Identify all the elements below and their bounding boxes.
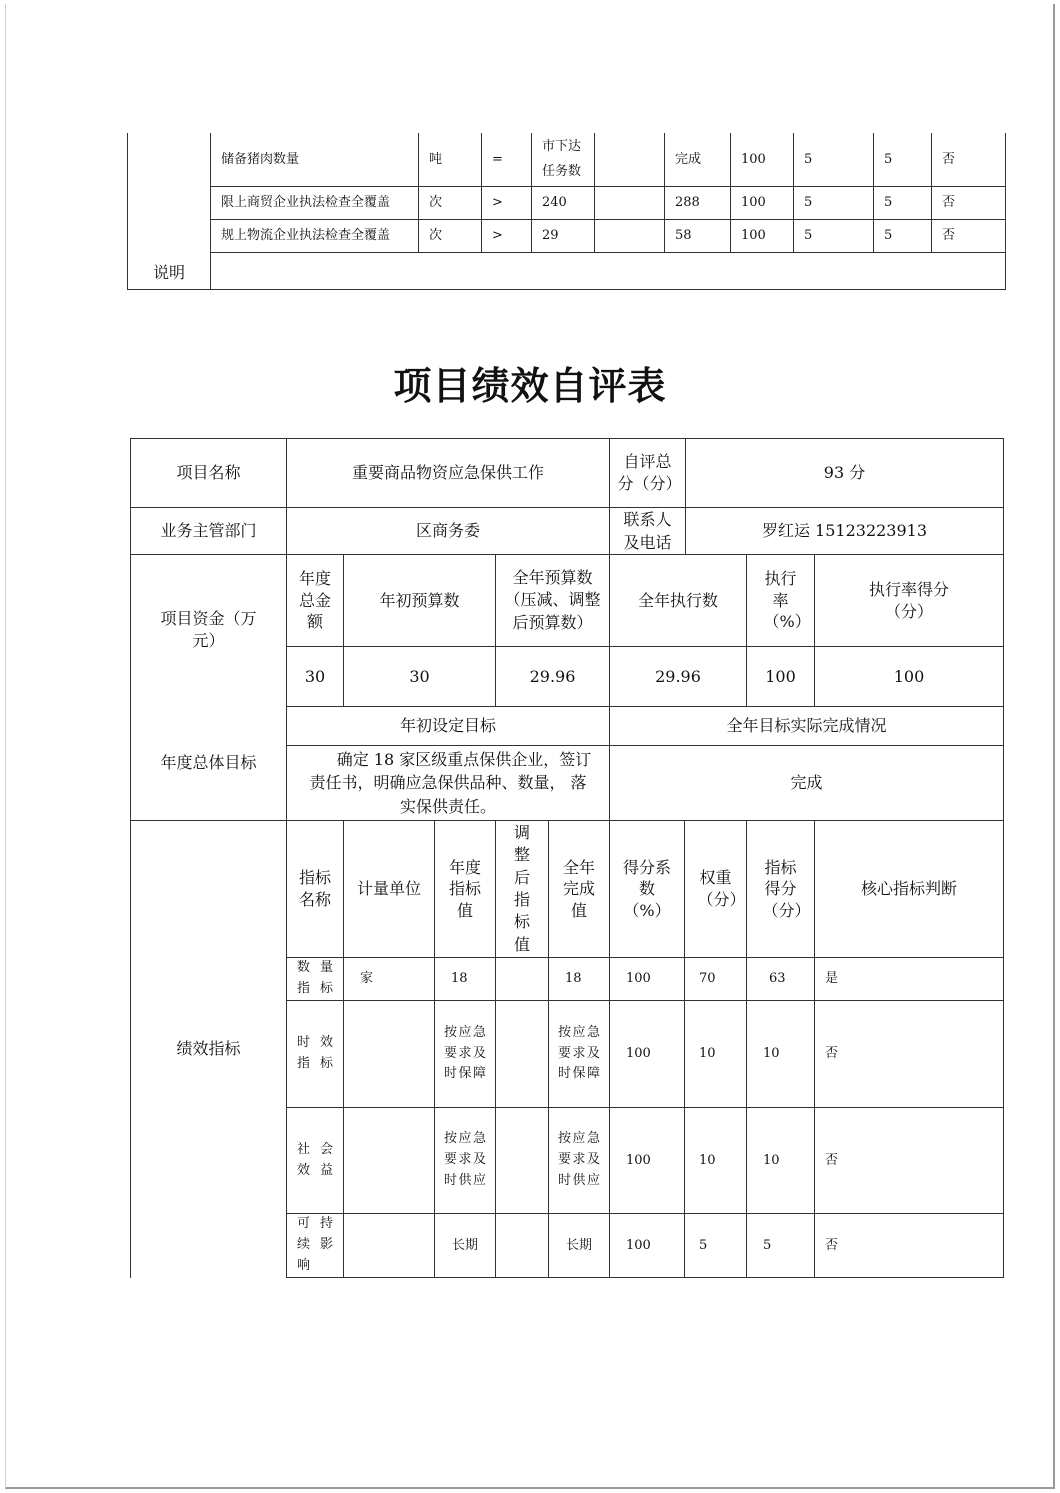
perf-row-1-core: 是 <box>825 971 839 987</box>
perf-header-weight: 权重（分） <box>697 868 746 909</box>
perf-header-coef: 得分系数（%） <box>622 857 671 920</box>
perf-row-2-adjusted <box>496 1001 548 1107</box>
funds-total: 30 <box>304 666 326 686</box>
perf-row-2-score: 10 <box>763 1046 780 1062</box>
top-row-2-weight: 5 <box>804 195 813 211</box>
perf-row-1-adjusted <box>496 958 548 1000</box>
top-row-3-score: 5 <box>884 228 893 244</box>
top-row-1-score: 5 <box>884 151 893 167</box>
top-row-3-target: 29 <box>542 228 559 244</box>
top-row-2-actual: 288 <box>675 195 700 211</box>
funds-header-rate: 执行率（%） <box>763 569 811 632</box>
perf-header-actual: 全年完成值 <box>562 857 595 920</box>
funds-initial: 30 <box>409 666 430 686</box>
perf-row-2-unit <box>344 1001 434 1107</box>
funds-rate: 100 <box>765 666 796 686</box>
perf-row-4-target: 长期 <box>451 1237 478 1253</box>
perf-row-1-name: 数量指标 <box>297 960 333 996</box>
perf-row-1-coef: 100 <box>626 971 651 987</box>
dept-label: 业务主管部门 <box>160 521 257 541</box>
top-row-1-core: 否 <box>942 151 956 167</box>
top-row-1-coef: 100 <box>741 151 766 167</box>
funds-header-executed: 全年执行数 <box>637 590 718 610</box>
perf-row-4-adjusted <box>496 1214 548 1277</box>
perf-row-3-actual: 按应急要求及时供应 <box>558 1131 600 1188</box>
goal-done-value: 完成 <box>790 773 823 793</box>
perf-row-2-name: 时效指标 <box>297 1035 333 1071</box>
perf-row-4-name: 可持续影响 <box>297 1216 333 1273</box>
top-row-1-unit: 吨 <box>429 151 443 167</box>
top-row-2-target: 240 <box>542 195 567 211</box>
self-score-value: 93 分 <box>823 463 866 483</box>
perf-row-4-unit <box>344 1214 434 1277</box>
perf-row-2-target: 按应急要求及时保障 <box>444 1024 486 1082</box>
perf-label: 绩效指标 <box>176 1039 241 1059</box>
funds-header-initial: 年初预算数 <box>379 590 460 610</box>
top-row-3-name: 规上物流企业执法检查全覆盖 <box>221 228 391 244</box>
top-row-3-adjusted <box>595 220 664 252</box>
top-row-2-score: 5 <box>884 195 893 211</box>
funds-executed: 29.96 <box>655 666 701 686</box>
perf-row-1-target: 18 <box>451 971 468 987</box>
perf-row-3-core: 否 <box>825 1152 839 1168</box>
perf-row-3-adjusted <box>496 1108 548 1213</box>
perf-header-core: 核心指标判断 <box>860 879 957 899</box>
perf-header-name: 指标名称 <box>298 868 331 909</box>
perf-row-3-weight: 10 <box>699 1152 716 1168</box>
perf-row-4-coef: 100 <box>626 1237 651 1253</box>
note-label: 说明 <box>152 262 185 282</box>
funds-label: 项目资金（万元） <box>160 609 257 650</box>
perf-row-3-coef: 100 <box>626 1152 651 1168</box>
perf-header-target: 年度指标值 <box>448 857 481 920</box>
top-row-2-unit: 次 <box>429 195 443 211</box>
top-row-3-weight: 5 <box>804 228 813 244</box>
funds-adjusted: 29.96 <box>529 666 576 686</box>
perf-row-1-unit: 家 <box>360 971 374 987</box>
top-row-3-unit: 次 <box>429 228 443 244</box>
perf-row-2-core: 否 <box>825 1046 839 1062</box>
contact-label: 联系人及电话 <box>623 509 672 552</box>
perf-row-1-actual: 18 <box>565 971 582 987</box>
top-row-1-name: 储备猪肉数量 <box>221 151 300 167</box>
funds-header-total: 年度总金额 <box>298 569 331 632</box>
contact-value: 罗红运 15123223913 <box>761 521 928 541</box>
top-row-1-actual: 完成 <box>675 151 702 167</box>
top-row-2-op: > <box>492 195 503 211</box>
perf-header-adjusted: 调整后指标值 <box>513 822 530 954</box>
perf-row-4-core: 否 <box>825 1237 839 1253</box>
dept-value: 区商务委 <box>415 521 480 541</box>
note-value <box>211 253 1005 289</box>
perf-row-4-score: 5 <box>763 1237 772 1253</box>
self-score-label: 自评总分（分） <box>617 452 682 493</box>
top-row-3-actual: 58 <box>675 228 692 244</box>
perf-row-1-score: 63 <box>769 971 786 987</box>
project-name-label: 项目名称 <box>176 463 241 483</box>
perf-row-3-name: 社会效益 <box>297 1141 333 1178</box>
project-name-value: 重要商品物资应急保供工作 <box>351 463 544 483</box>
goal-set-value: 确定 18 家区级重点保供企业，签订责任书，明确应急保供品种、数量， 落实保供责任。 <box>309 750 592 816</box>
top-row-1-op: = <box>492 151 503 167</box>
goal-label: 年度总体目标 <box>160 753 257 773</box>
goal-done-header: 全年目标实际完成情况 <box>726 716 887 736</box>
funds-header-rate-score: 执行率得分（分） <box>868 579 949 621</box>
top-row-3-coef: 100 <box>741 228 766 244</box>
top-row-2-coef: 100 <box>741 195 766 211</box>
funds-header-adjusted: 全年预算数（压减、调整后预算数） <box>504 567 601 632</box>
perf-row-3-target: 按应急要求及时供应 <box>444 1131 486 1188</box>
perf-row-2-weight: 10 <box>699 1046 716 1062</box>
perf-header-score: 指标得分（分） <box>762 857 811 920</box>
top-row-1-adjusted <box>595 133 664 186</box>
goal-set-header: 年初设定目标 <box>399 716 496 736</box>
top-row-3-op: > <box>492 228 503 244</box>
top-row-2-adjusted <box>595 187 664 219</box>
perf-row-3-score: 10 <box>763 1152 780 1168</box>
perf-row-3-unit <box>344 1108 434 1213</box>
top-row-2-core: 否 <box>942 195 956 211</box>
funds-rate-score: 100 <box>893 666 925 686</box>
top-row-2-name: 限上商贸企业执法检查全覆盖 <box>221 195 391 211</box>
top-row-1-weight: 5 <box>804 151 813 167</box>
page-title: 项目绩效自评表 <box>393 363 667 408</box>
perf-row-4-weight: 5 <box>699 1237 708 1253</box>
perf-row-1-weight: 70 <box>699 971 716 987</box>
perf-row-4-actual: 长期 <box>565 1237 592 1253</box>
perf-row-2-actual: 按应急要求及时保障 <box>558 1024 600 1082</box>
perf-header-unit: 计量单位 <box>356 879 421 899</box>
top-row-3-core: 否 <box>942 228 956 244</box>
top-row-1-target: 市下达任务数 <box>542 138 582 179</box>
perf-row-2-coef: 100 <box>626 1046 651 1062</box>
